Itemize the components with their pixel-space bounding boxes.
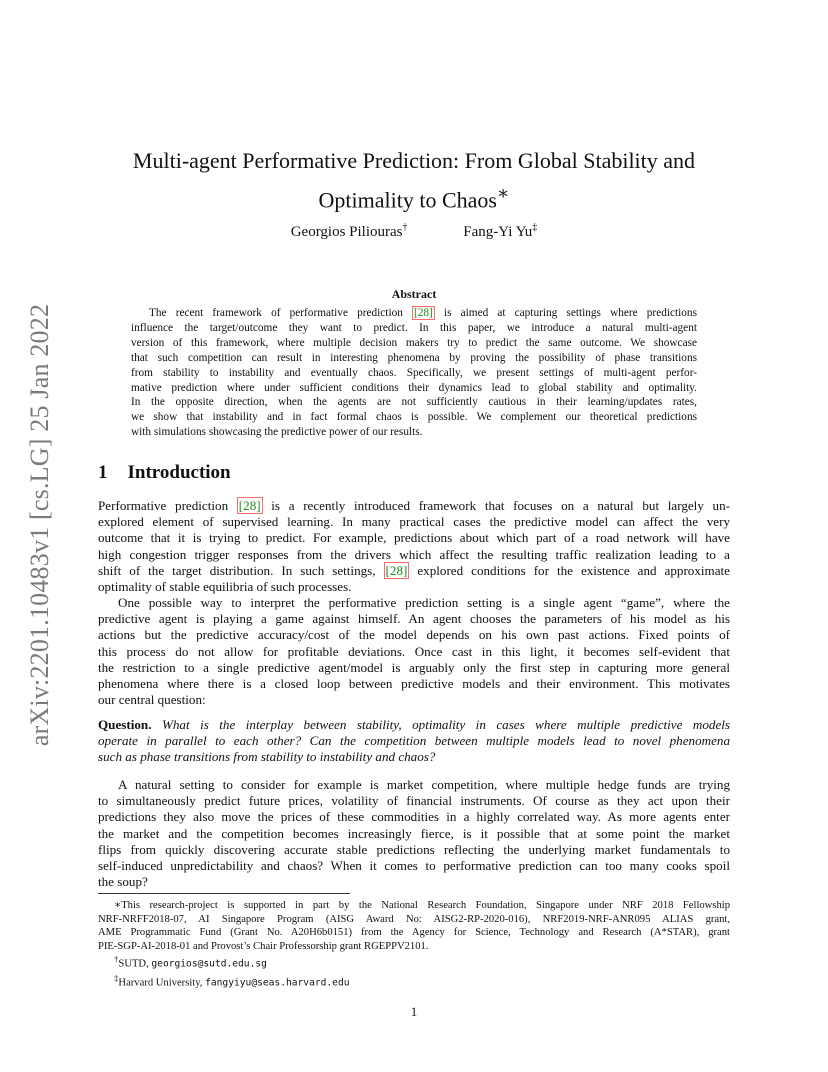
paragraph-line: explored element of supervised learning. In many practical cases the predictive model can affect the very (98, 514, 730, 530)
author-2-name: Fang-Yi Yu (463, 224, 533, 240)
citation-link[interactable]: [28] (238, 498, 261, 513)
affiliation-1-mark: † (114, 954, 119, 965)
abstract-line: mative prediction where under sufficient conditions their dynamics lead to global stability and optimality. (131, 381, 697, 394)
affiliation-1-email[interactable]: georgios@sutd.edu.sg (151, 958, 267, 970)
author-list (98, 222, 730, 241)
paragraph-line: shift of the target distribution. In such settings, [28] explored conditions for the existence and approximate (98, 562, 730, 578)
arxiv-identifier-text: arXiv:2201.10483v1 [cs.LG] 25 Jan 2022 (25, 303, 55, 747)
paragraph-line: self-induced unpredictability and chaos? When it comes to performative prediction can too many cooks spoil (98, 858, 730, 874)
author-1 (291, 222, 408, 241)
section-heading (98, 462, 231, 484)
paragraph-line: flips from quickly discovering accurate stable predictions reflecting the underlying market fundamentals to (98, 841, 730, 857)
paragraph-line: A natural setting to consider for example is market competition, where multiple hedge funds are trying (118, 777, 730, 792)
citation-link[interactable]: [28] (414, 307, 433, 319)
paragraph-line: optimality of stable equilibria of such processes. (98, 579, 352, 595)
paragraph-line: our central question: (98, 692, 206, 708)
paper-title (98, 145, 730, 216)
paragraph-line: high congestion trigger responses from the drivers which affect the resulting traffic realization leading to a (98, 546, 730, 562)
paragraph-line: actions but the predictive accuracy/cost of the model depends on his own past actions. Fixed points of (98, 627, 730, 643)
central-question (98, 717, 730, 766)
question-line (98, 749, 730, 765)
section-number: 1 (98, 462, 108, 483)
paragraph-1 (98, 498, 730, 595)
footnote-line: PIE-SGP-AI-2018-01 and Provost’s Chair Professorship grant RGEPPV2101. (98, 940, 429, 952)
footnote-line: NRF-NRFF2018-07, AI Singapore Program (AISG Award No: AISG2-RP-2020-016), NRF2019-NRF-ANR095 ALIAS grant, (98, 913, 730, 925)
question-label: Question. (98, 717, 152, 732)
question-line (98, 717, 730, 733)
author-2-mark: ‡ (532, 222, 538, 233)
footnote-affiliation-1 (98, 953, 730, 971)
paragraph-line: to simultaneously predict future prices, volatility of financial instruments. Of course as they act upon their (98, 793, 730, 809)
citation-link[interactable]: [28] (385, 562, 408, 578)
paragraph-line: predictions they also move the prices of these commodities in a highly correlated way. As more agents enter (98, 809, 730, 825)
paragraph-line: the restriction to a single predictive agent/model is arguably only the first step in capturing more general (98, 659, 730, 675)
abstract-line: The recent framework of performative prediction [28] is aimed at capturing settings where predictions (149, 307, 697, 319)
paragraph-line: One possible way to interpret the performative prediction setting is a single agent “game”, where the (118, 595, 730, 610)
abstract-line: from stability to instability and eventually chaos. Specifically, we present settings of multi-agent perfor- (131, 366, 697, 379)
question-line (98, 733, 730, 749)
abstract-line: influence the target/outcome they want to predict. In this paper, we introduce a natural multi-agent (131, 321, 697, 334)
abstract-body (131, 306, 697, 440)
paragraph-line: Performative prediction [28] is a recently introduced framework that focuses on a natural but largely un- (98, 498, 730, 513)
abstract-line: In the opposite direction, when the agents are not sufficiently cautious in their learning/updates rates, (131, 396, 697, 409)
paragraph-line: the soup? (98, 874, 148, 890)
title-footnote-mark: ∗ (496, 183, 510, 203)
question-text: such as phase transitions from stability to instability and chaos? (98, 749, 436, 765)
question-text: What is the interplay between stability, optimality in cases where multiple predictive models (161, 717, 730, 732)
paragraph-2 (98, 595, 730, 708)
abstract-line: we show that instability and in fact formal chaos is possible. We complement our theoretical predictions (131, 411, 697, 424)
footnotes (98, 899, 730, 990)
footnote-affiliation-2 (98, 972, 730, 990)
question-text: operate in parallel to each other? Can the competition between multiple models lead to novel phenomena (98, 733, 730, 749)
footnote-line: AME Programmatic Fund (Grant No. A20H6b0151) from the Agency for Science, Technology and Research (A*STAR), grant (98, 927, 730, 939)
section-title: Introduction (127, 462, 231, 483)
author-1-name: Georgios Piliouras (290, 224, 403, 240)
author-1-mark: † (402, 222, 408, 233)
footnote-rule (98, 893, 350, 894)
page-number: 1 (410, 1004, 418, 1019)
abstract-line: version of this framework, where multiple decision makers try to predict the same outcome. We showcase (131, 336, 697, 349)
author-2 (463, 222, 537, 241)
title-line-2 (98, 177, 730, 216)
arxiv-side-identifier (20, 290, 60, 760)
affiliation-2-email[interactable]: fangyiyu@seas.harvard.edu (205, 977, 350, 989)
affiliation-1-text: SUTD, (118, 958, 152, 970)
abstract-line: that such competition can result in interesting phenomena by proving the possibility of phase transitions (131, 351, 697, 364)
title-line-1: Multi-agent Performative Prediction: From Global Stability and (132, 148, 696, 173)
paragraph-line: phenomena where there is a closed loop between predictive models and their environment. This motivates (98, 676, 730, 692)
paragraph-line: predictive agent is playing a game against himself. An agent chooses the parameters of his model as his (98, 611, 730, 627)
paragraph-line: outcome that it is trying to predict. For example, predictions about which part of a road network will have (98, 530, 730, 546)
paragraph-line: the market and the competition becomes increasingly fierce, is it possible that at some point the market (98, 825, 730, 841)
abstract-heading: Abstract (391, 287, 437, 301)
title-line-2-text: Optimality to Chaos (318, 187, 497, 213)
affiliation-2-mark: ‡ (114, 972, 119, 983)
abstract-line: with simulations showcasing the predictive power of our results. (131, 426, 423, 439)
paragraph-3 (98, 777, 730, 890)
affiliation-2-text: Harvard University, (118, 977, 206, 989)
footnote-line: ∗This research-project is supported in part by the National Research Foundation, Singapore under NRF 2018 Fellowship (114, 900, 730, 911)
paragraph-line: this process do not allow for profitable deviations. Once cast in this light, it becomes self-evident that (98, 643, 730, 659)
